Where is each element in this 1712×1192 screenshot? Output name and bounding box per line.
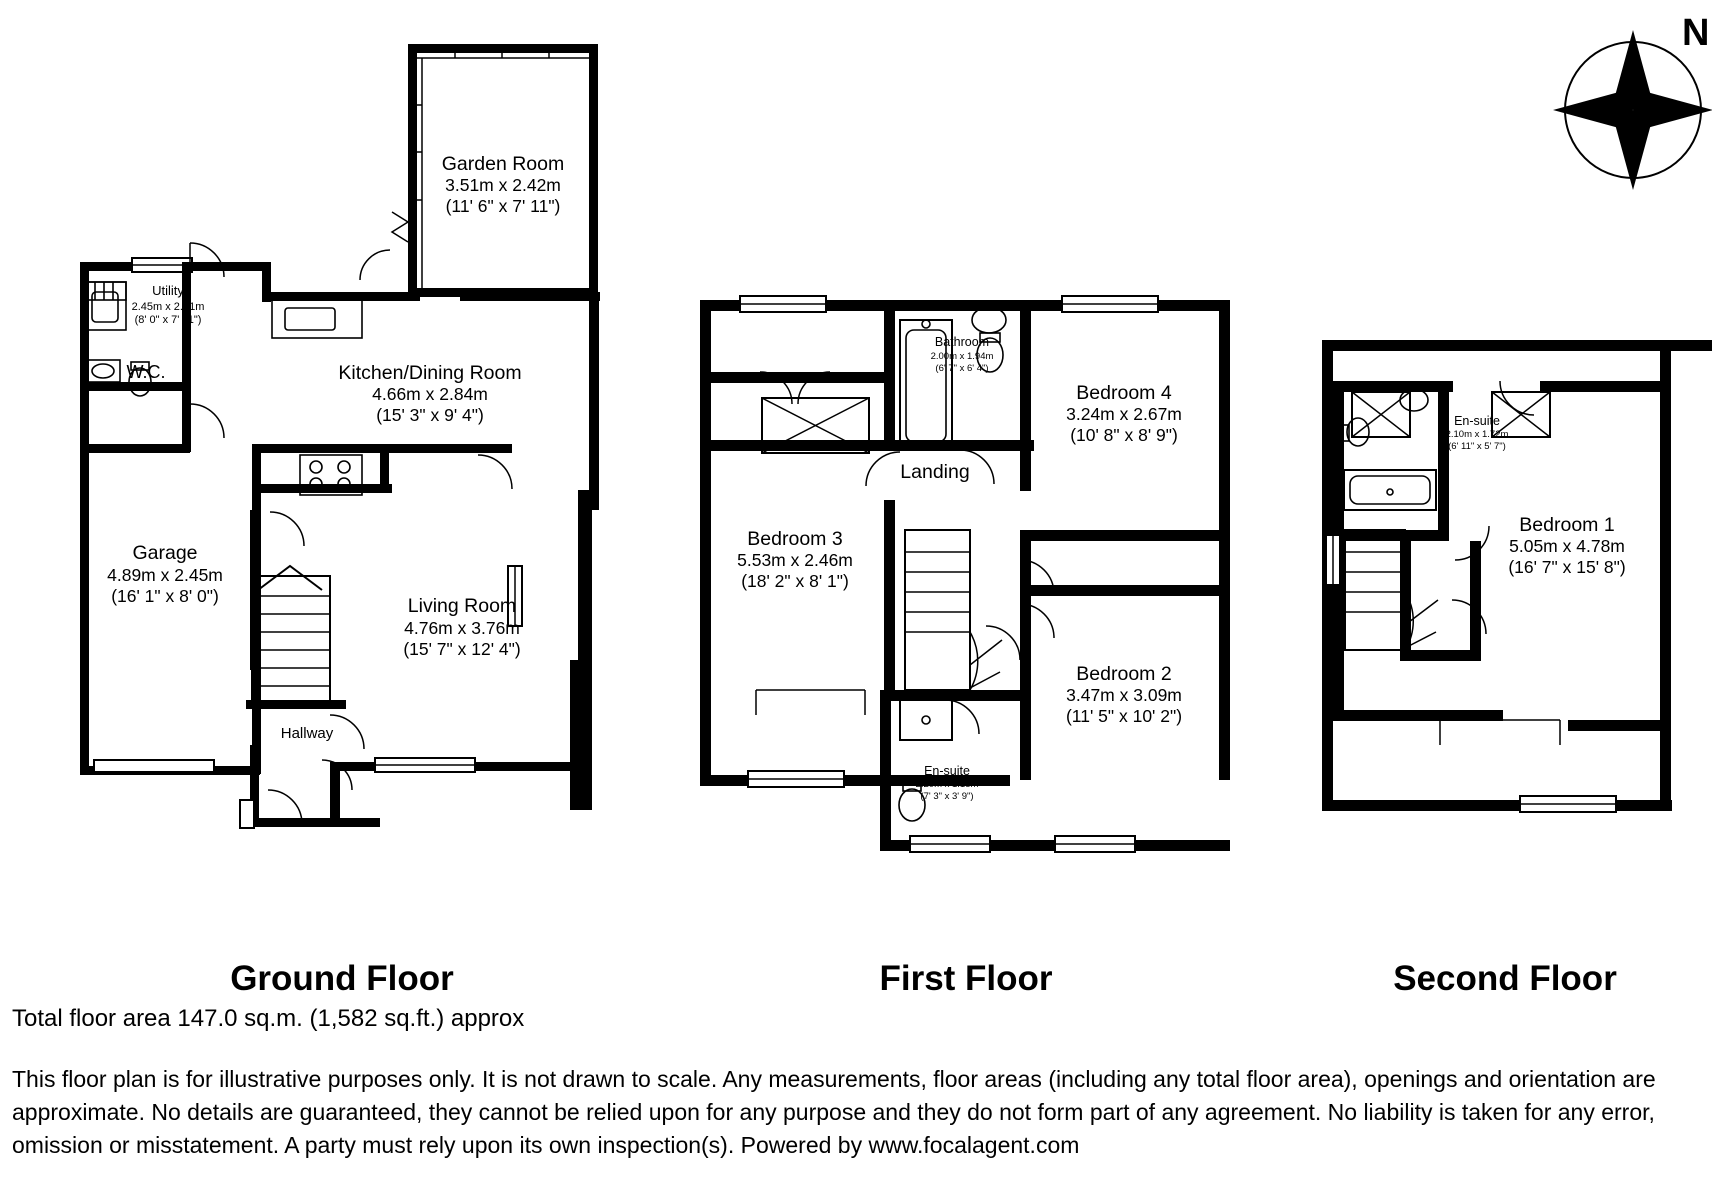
- room-dim-ensuite-first-metric: 2.20m x 1.15m: [915, 779, 979, 790]
- disclaimer-text: This floor plan is for illustrative purposes only. It is not drawn to scale. Any measurements, floor areas (including any total floor area), openings and orientation are approximate. No details are guaranteed, they cannot be relied upon for any purpose and they do not form part of any agreement. No liability is taken for any error, omission or misstatement. A party must rely upon its own inspection(s). Powered by www.focalagent.com: [12, 1066, 1656, 1158]
- room-label-living-room: Living Room: [407, 595, 517, 617]
- room-dim-bedroom2-imperial: (11' 5" x 10' 2"): [1065, 706, 1183, 726]
- room-dim-garden-room-metric: 3.51m x 2.42m: [445, 175, 561, 195]
- room-dim-ensuite-first-imperial: (7' 3" x 3' 9"): [920, 791, 974, 802]
- room-label-ensuite-second: En-suite: [1454, 414, 1500, 428]
- room-dim-bedroom3-metric: 5.53m x 2.46m: [737, 550, 853, 570]
- second-floor-plan: [1322, 340, 1712, 812]
- compass-rose: [1553, 12, 1712, 190]
- room-dim-ensuite-second-metric: 2.10m x 1.72m: [1445, 429, 1509, 440]
- room-label-hallway: Hallway: [280, 725, 334, 742]
- floor-title-first: First Floor: [879, 959, 1053, 998]
- room-dim-bedroom4-metric: 3.24m x 2.67m: [1066, 404, 1182, 424]
- total-floor-area: Total floor area 147.0 sq.m. (1,582 sq.ft.) approx: [12, 1005, 525, 1032]
- room-dim-bedroom4-imperial: (10' 8" x 8' 9"): [1070, 425, 1178, 445]
- room-label-bedroom-4: Bedroom 4: [1076, 382, 1172, 404]
- room-label-bedroom-3: Bedroom 3: [747, 528, 843, 550]
- ground-floor-plan: [80, 44, 600, 828]
- floor-title-ground: Ground Floor: [230, 959, 454, 998]
- room-dim-bathroom-metric: 2.00m x 1.94m: [930, 351, 994, 362]
- room-dim-kitchen-imperial: (15' 3" x 9' 4"): [376, 405, 484, 425]
- room-label-bedroom-2: Bedroom 2: [1076, 663, 1172, 685]
- room-dim-garage-imperial: (16' 1" x 8' 0"): [111, 586, 219, 606]
- room-dim-bathroom-imperial: (6' 7" x 6' 4"): [935, 363, 989, 374]
- room-label-garage: Garage: [132, 542, 198, 564]
- compass-north-label: N: [1682, 12, 1710, 54]
- room-dim-garage-metric: 4.89m x 2.45m: [107, 565, 223, 585]
- room-label-ensuite-first: En-suite: [924, 764, 970, 778]
- first-floor-plan: [700, 296, 1230, 852]
- room-dim-living-metric: 4.76m x 3.76m: [404, 618, 520, 638]
- room-dim-bedroom1-metric: 5.05m x 4.78m: [1509, 536, 1625, 556]
- room-label-utility: Utility: [152, 283, 184, 298]
- room-dim-utility-imperial: (8' 0" x 7' 11"): [134, 314, 202, 326]
- room-label-wc: W.C.: [126, 362, 166, 382]
- room-dim-bedroom3-imperial: (18' 2" x 8' 1"): [741, 571, 849, 591]
- room-label-bedroom-1: Bedroom 1: [1519, 514, 1615, 536]
- room-label-bathroom: Bathroom: [934, 335, 990, 349]
- room-dim-garden-room-imperial: (11' 6" x 7' 11"): [445, 196, 561, 216]
- room-dim-bedroom1-imperial: (16' 7" x 15' 8"): [1508, 557, 1626, 577]
- room-label-garden-room: Garden Room: [441, 153, 565, 175]
- room-dim-bedroom2-metric: 3.47m x 3.09m: [1066, 685, 1182, 705]
- room-dim-ensuite-second-imperial: (6' 11" x 5' 7"): [1448, 441, 1506, 452]
- room-dim-utility-metric: 2.45m x 2.41m: [131, 301, 205, 313]
- room-label-landing: Landing: [900, 461, 970, 483]
- room-dim-kitchen-metric: 4.66m x 2.84m: [372, 384, 488, 404]
- room-dim-living-imperial: (15' 7" x 12' 4"): [403, 639, 521, 659]
- room-label-kitchen-dining: Kitchen/Dining Room: [338, 362, 522, 384]
- floor-title-second: Second Floor: [1393, 959, 1617, 998]
